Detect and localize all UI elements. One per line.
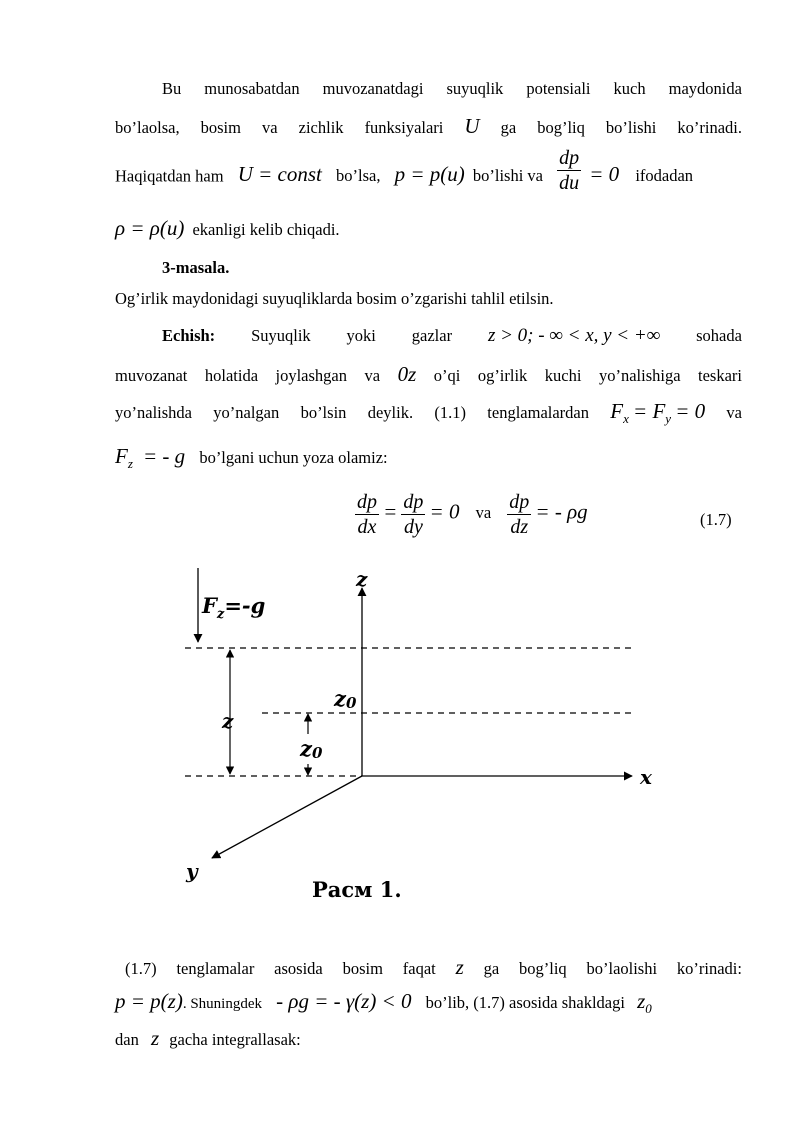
word: ga xyxy=(483,959,500,978)
word: maydonida xyxy=(668,79,742,98)
word: funksiyalari xyxy=(364,118,444,137)
word: Suyuqlik xyxy=(251,326,311,345)
math-expr xyxy=(610,399,705,431)
word: kuch xyxy=(613,79,646,98)
z-dimension-label: z xyxy=(222,709,234,733)
fraction-numerator: dp xyxy=(403,491,424,513)
math-var: z xyxy=(150,1026,160,1050)
text: bo’lishi va xyxy=(472,166,544,186)
word: o’qi xyxy=(433,366,461,385)
para2-line1 xyxy=(125,955,742,981)
word: og’irlik xyxy=(477,366,528,385)
word: munosabatdan xyxy=(204,79,300,98)
word: joylashgan xyxy=(275,366,348,385)
y-axis xyxy=(212,776,362,858)
fraction xyxy=(401,490,425,539)
fraction xyxy=(507,490,531,539)
solution-line1 xyxy=(162,324,742,348)
para1-line1 xyxy=(162,77,742,101)
subscript: x xyxy=(623,411,629,426)
text: bo’lgani uchun yoza olamiz: xyxy=(199,448,388,467)
solution-label: Echish: xyxy=(162,326,216,345)
math-expr: = - g xyxy=(143,444,186,468)
word: yo’nalgan xyxy=(213,403,280,422)
math-var: z xyxy=(455,955,464,979)
fraction-numerator: dp xyxy=(357,491,377,513)
word: va xyxy=(364,366,381,385)
word: yoki xyxy=(346,326,376,345)
problem-statement: Og’irlik maydonidagi suyuqliklarda bosim o’zgarishi tahlil etilsin. xyxy=(115,289,554,308)
fraction xyxy=(557,146,581,195)
math-expr: = 0 xyxy=(589,162,620,187)
figure-1 xyxy=(0,560,800,920)
word: muvozanat xyxy=(115,366,188,385)
fraction-denominator: du xyxy=(559,172,580,194)
text: Haqiqatdan ham xyxy=(115,166,224,186)
z0-upper-label: z0 xyxy=(334,686,357,712)
word: ko’rinadi: xyxy=(676,959,742,978)
word: ga xyxy=(500,118,517,137)
fraction-denominator: dy xyxy=(403,516,423,538)
text: ekanligi kelib chiqadi. xyxy=(192,220,340,239)
math-expr: U = const xyxy=(237,162,322,187)
word: gazlar xyxy=(411,326,453,345)
word: (1.1) xyxy=(434,403,466,422)
word: kuchi xyxy=(544,366,582,385)
problem-heading: 3-masala. xyxy=(162,258,230,277)
word: holatida xyxy=(204,366,259,385)
para1-line3 xyxy=(115,147,742,195)
math-symbol: = xyxy=(383,499,398,524)
text: bo’lsa, xyxy=(336,166,381,186)
text: bo’lib, (1.7) asosida shakldagi xyxy=(425,993,625,1012)
math-expr: 0z xyxy=(397,362,417,386)
word: bosim xyxy=(342,959,383,978)
math-symbol: F xyxy=(115,444,128,468)
word: bo’lsin xyxy=(300,403,347,422)
word: bog’liq xyxy=(537,118,585,137)
word: zichlik xyxy=(298,118,344,137)
fraction-numerator: dp xyxy=(559,147,580,169)
text: ifodadan xyxy=(635,166,694,186)
word: bo’laolishi xyxy=(586,959,658,978)
word: yo’nalishda xyxy=(115,403,192,422)
text: dan xyxy=(115,1030,139,1049)
word: potensiali xyxy=(526,79,591,98)
para1-line4 xyxy=(115,216,742,242)
word: suyuqlik xyxy=(446,79,504,98)
word: bosim xyxy=(200,118,241,137)
word: va xyxy=(262,118,278,137)
para1-line2 xyxy=(115,114,742,140)
math-expr: = - ρg xyxy=(535,499,588,524)
math-expr: ρ = ρ(u) xyxy=(115,216,185,240)
word: faqat xyxy=(402,959,436,978)
solution-line2 xyxy=(115,362,742,388)
text: va xyxy=(475,503,492,523)
word: ko’rinadi. xyxy=(677,118,742,137)
z0-lower-label: z0 xyxy=(300,736,323,762)
math-var: U xyxy=(464,114,480,138)
word: (1.7) xyxy=(125,959,157,978)
math-var: z xyxy=(637,989,646,1013)
fraction xyxy=(355,490,379,539)
subscript: 0 xyxy=(645,1001,652,1016)
subscript: y xyxy=(665,411,672,426)
word: Bu xyxy=(162,79,182,98)
axis-x-label: x xyxy=(640,765,652,789)
math-expr: p = p(z) xyxy=(115,989,183,1013)
word: tenglamalar xyxy=(176,959,255,978)
para2-line3 xyxy=(115,1026,742,1052)
word: bo’lishi xyxy=(605,118,657,137)
equation-number: (1.7) xyxy=(700,510,732,529)
math-symbol: = 0 xyxy=(675,399,706,423)
subscript: z xyxy=(127,456,133,471)
word: va xyxy=(726,403,742,422)
equation-1-7 xyxy=(355,490,755,539)
math-expr: p = p(u) xyxy=(394,162,465,187)
word: asosida xyxy=(274,959,323,978)
figure-caption: Расм 1. xyxy=(312,877,402,902)
math-expr: = 0 xyxy=(429,499,460,524)
solution-line3 xyxy=(115,399,742,431)
math-symbol: F xyxy=(610,399,624,423)
math-expr: - ρg = - γ(z) < 0 xyxy=(276,989,412,1013)
word: deylik. xyxy=(367,403,414,422)
fraction-numerator: dp xyxy=(509,491,530,513)
math-expr: z > 0; - ∞ < x, y < +∞ xyxy=(487,325,661,346)
force-label: $F_z=-g$ xyxy=(202,593,266,622)
text: gacha integrallasak: xyxy=(169,1030,301,1049)
word: muvozanatdagi xyxy=(322,79,424,98)
para2-line2 xyxy=(115,989,742,1021)
axis-y-label: y xyxy=(186,859,198,883)
axis-z-label: z xyxy=(356,567,368,591)
word: bo’laolsa, xyxy=(115,118,180,137)
word: yo’nalishiga xyxy=(598,366,681,385)
fraction-denominator: dx xyxy=(357,516,377,538)
word: sohada xyxy=(696,326,742,345)
fraction-denominator: dz xyxy=(510,516,529,538)
math-symbol: = F xyxy=(633,399,666,423)
text: . Shuningdek xyxy=(182,996,263,1012)
word: tenglamalardan xyxy=(487,403,589,422)
word: bog’liq xyxy=(518,959,567,978)
solution-line4 xyxy=(115,444,742,476)
word: teskari xyxy=(698,366,742,385)
